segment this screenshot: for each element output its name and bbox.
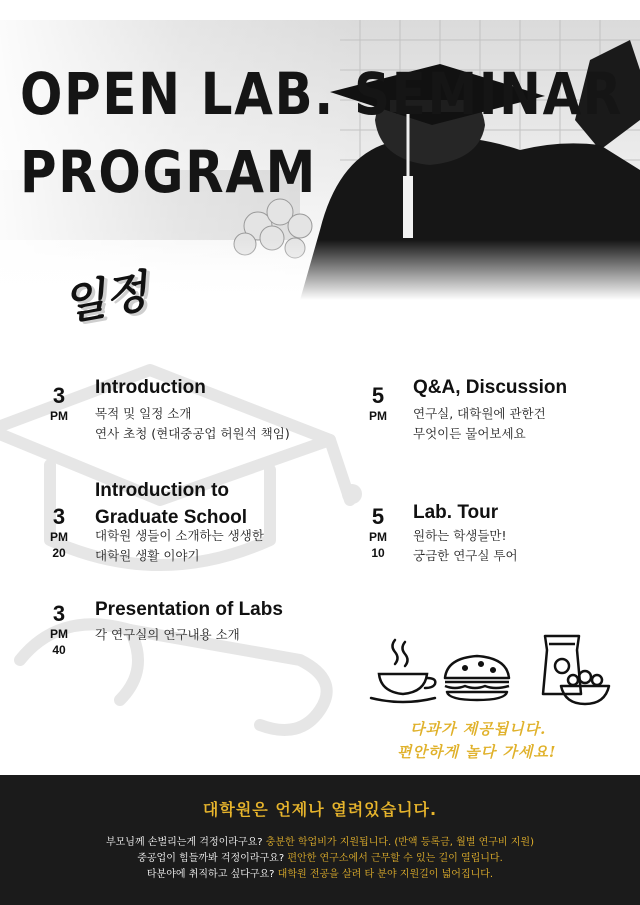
time-minute: 10 xyxy=(371,546,385,560)
schedule-desc: 목적 및 일정 소개 xyxy=(95,406,192,421)
footer-answer: 대학원 전공을 살려 타 분야 지원길이 넓어집니다. xyxy=(277,869,494,880)
footer-line xyxy=(0,835,640,851)
snack-note-line1: 다과가 제공됩니다. xyxy=(410,720,547,738)
time-slot xyxy=(37,384,81,424)
schedule-heading-line2: Graduate School xyxy=(95,507,248,528)
schedule-heading: Lab. Tour xyxy=(413,502,499,523)
time-slot xyxy=(356,505,400,561)
time-unit: PM xyxy=(50,530,68,544)
footer-question: 중공업이 힘들까봐 걱정이라구요? xyxy=(137,853,288,864)
coffee-cup-icon xyxy=(371,640,435,702)
time-unit: PM xyxy=(50,409,68,423)
footer xyxy=(0,775,640,905)
footer-question: 부모님께 손벌리는게 걱정이라구요? xyxy=(105,837,266,848)
footer-question: 타분야에 취직하고 싶다구요? xyxy=(146,869,278,880)
schedule-desc: 무엇이든 물어보세요 xyxy=(413,426,526,441)
schedule-desc: 각 연구실의 연구내용 소개 xyxy=(95,627,240,642)
schedule-desc: 원하는 학생들만! xyxy=(413,528,507,543)
time-slot xyxy=(37,505,81,561)
time-hour: 3 xyxy=(52,601,66,626)
time-minute: 20 xyxy=(52,546,66,560)
footer-line xyxy=(0,867,640,883)
schedule-heading: Presentation of Labs xyxy=(95,599,283,620)
time-slot xyxy=(37,602,81,658)
schedule-heading: Q&A, Discussion xyxy=(413,377,568,398)
schedule-desc: 연사 초청 (현대중공업 허원석 책임) xyxy=(95,426,290,441)
schedule-heading: Introduction xyxy=(95,377,206,398)
time-minute: 40 xyxy=(52,643,66,657)
schedule-desc: 대학원 생활 이야기 xyxy=(95,548,200,563)
schedule-desc: 대학원 생들이 소개하는 생생한 xyxy=(95,528,264,543)
time-hour: 3 xyxy=(52,383,66,408)
schedule-heading: Introduction to xyxy=(95,480,230,501)
schedule-desc: 연구실, 대학원에 관한건 xyxy=(413,406,546,421)
schedule-desc: 궁금한 연구실 투어 xyxy=(413,548,518,563)
schedule-title: 일정 xyxy=(58,265,152,331)
snack-bag-bowl-icon xyxy=(543,636,609,704)
title-line-1: OPEN LAB. SEMINAR xyxy=(20,60,624,128)
sandwich-icon xyxy=(445,656,509,700)
time-hour: 5 xyxy=(371,504,385,529)
title-line-2: PROGRAM xyxy=(20,138,318,206)
time-hour: 3 xyxy=(52,504,66,529)
time-unit: PM xyxy=(369,409,387,423)
time-slot xyxy=(356,384,400,424)
snack-icons xyxy=(365,630,615,710)
footer-answer: 충분한 학업비가 지원됩니다. (반액 등록금, 월별 연구비 지원) xyxy=(265,837,534,848)
snack-note-line2: 편안하게 놀다 가세요! xyxy=(397,743,557,761)
time-unit: PM xyxy=(369,530,387,544)
time-hour: 5 xyxy=(371,383,385,408)
footer-answer: 편안한 연구소에서 근무할 수 있는 길이 열립니다. xyxy=(287,853,503,864)
footer-title: 대학원은 언제나 열려있습니다. xyxy=(202,800,438,819)
time-unit: PM xyxy=(50,627,68,641)
footer-line xyxy=(0,851,640,867)
